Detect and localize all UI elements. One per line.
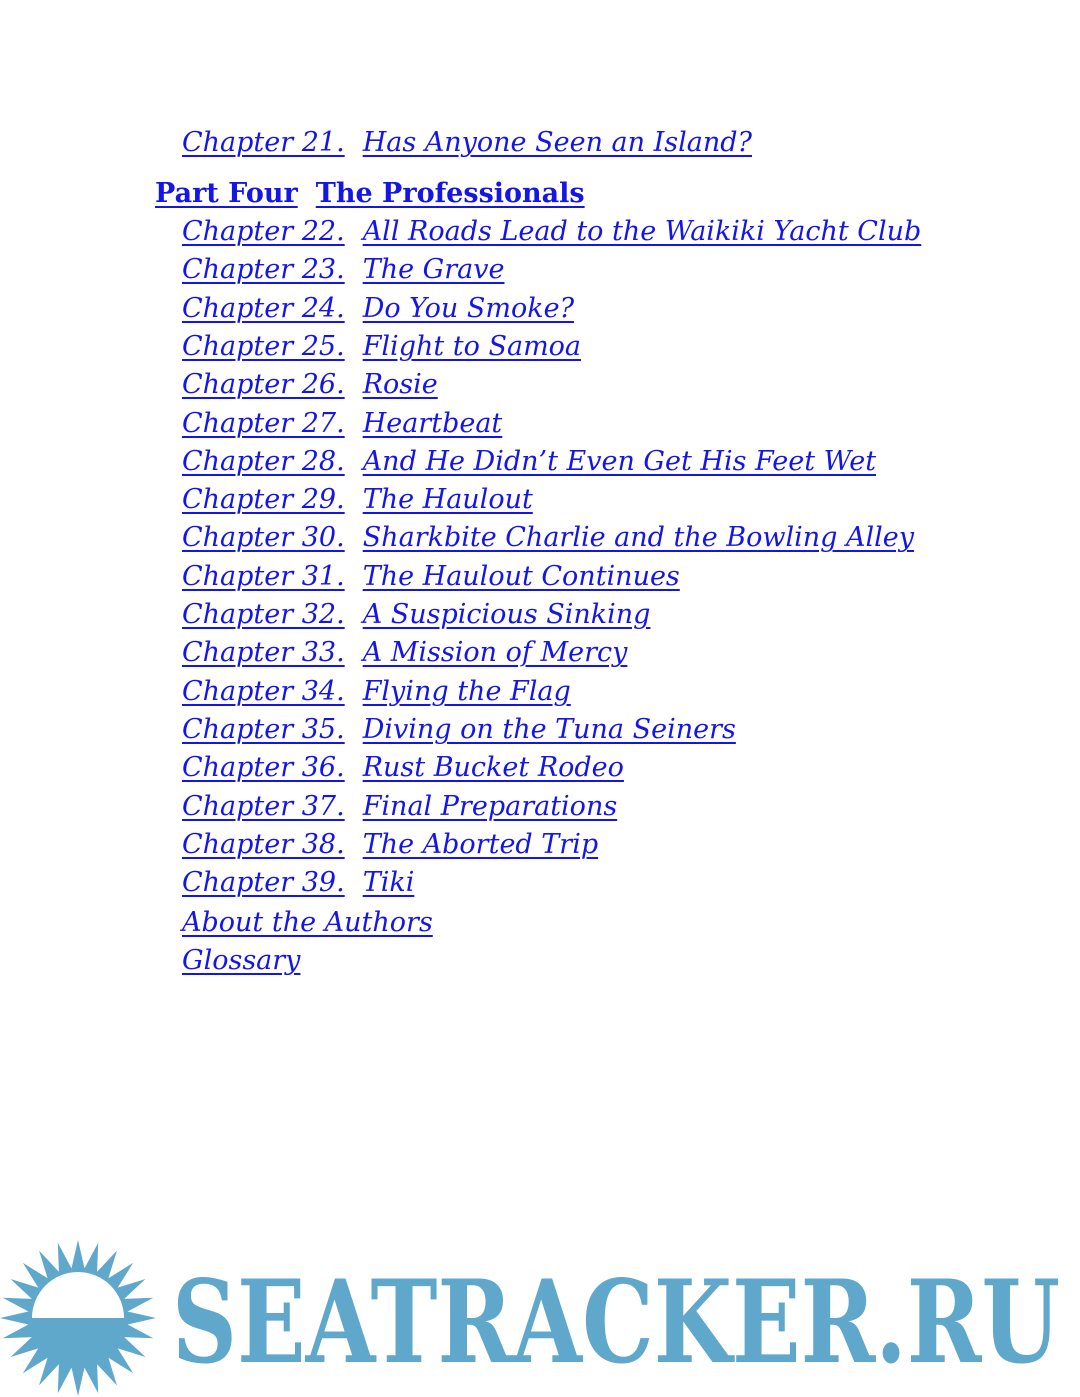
chapter-number: Chapter 28. <box>182 445 345 477</box>
chapter-title: Diving on the Tuna Seiners <box>362 713 736 745</box>
toc-link-chapter[interactable] <box>182 636 627 670</box>
chapter-number: Chapter 34. <box>182 675 345 707</box>
toc-link-part-four[interactable] <box>155 177 585 211</box>
toc-link-chapter-21[interactable] <box>182 126 752 160</box>
toc-link-chapter[interactable] <box>182 215 921 249</box>
chapter-number: Chapter 37. <box>182 790 345 822</box>
chapter-title: Sharkbite Charlie and the Bowling Alley <box>362 522 915 554</box>
chapter-number: Chapter 36. <box>182 752 345 784</box>
toc-link-about-authors[interactable]: About the Authors <box>182 907 433 938</box>
chapter-number: Chapter 26. <box>182 369 345 401</box>
chapter-number: Chapter 38. <box>182 828 345 860</box>
chapter-title: Tiki <box>362 867 415 899</box>
chapter-number: Chapter 24. <box>182 292 345 324</box>
toc-link-chapter[interactable] <box>182 866 414 900</box>
toc-link-chapter[interactable] <box>182 483 533 517</box>
chapter-number: Chapter 39. <box>182 867 345 899</box>
watermark-text: SEATRACKER.RU <box>172 1255 1060 1389</box>
toc-link-chapter[interactable] <box>182 828 598 862</box>
watermark <box>0 1230 1080 1397</box>
toc-link-chapter[interactable] <box>182 330 581 364</box>
chapter-title: Rosie <box>362 369 438 401</box>
toc-link-chapter[interactable] <box>182 598 650 632</box>
toc-link-chapter[interactable] <box>182 790 617 824</box>
chapter-title: And He Didn’t Even Get His Feet Wet <box>362 445 877 477</box>
toc-link-glossary[interactable]: Glossary <box>182 945 301 976</box>
chapter-title: Flight to Samoa <box>362 330 582 362</box>
chapter-number: Chapter 27. <box>182 407 345 439</box>
chapter-title: Final Preparations <box>362 790 618 822</box>
chapter-number: Chapter 32. <box>182 599 345 630</box>
chapter-number: Chapter 21. <box>182 127 345 158</box>
chapter-number: Chapter 35. <box>182 713 345 745</box>
chapter-title: The Grave <box>362 254 505 286</box>
sun-logo-icon <box>0 1240 156 1396</box>
part-number: Part Four <box>155 178 298 209</box>
chapter-title: All Roads Lead to the Waikiki Yacht Club <box>362 216 922 247</box>
toc-link-chapter[interactable] <box>182 521 914 555</box>
chapter-title: A Mission of Mercy <box>362 637 628 669</box>
toc-link-chapter[interactable] <box>182 713 736 747</box>
toc-link-chapter[interactable] <box>182 445 876 479</box>
chapter-number: Chapter 25. <box>182 330 345 362</box>
chapter-number: Chapter 30. <box>182 522 345 554</box>
toc-link-chapter[interactable] <box>182 407 502 441</box>
chapter-number: Chapter 29. <box>182 484 345 516</box>
chapter-number: Chapter 33. <box>182 637 345 669</box>
chapter-title: Flying the Flag <box>362 675 571 707</box>
toc-link-chapter[interactable] <box>182 253 504 287</box>
chapter-title: The Aborted Trip <box>362 828 599 860</box>
chapter-title: A Suspicious Sinking <box>362 599 651 630</box>
toc-link-chapter[interactable] <box>182 751 624 785</box>
chapter-title: Has Anyone Seen an Island? <box>362 127 753 158</box>
toc-link-chapter[interactable] <box>182 292 574 326</box>
toc-link-chapter[interactable] <box>182 675 571 709</box>
toc-link-chapter[interactable] <box>182 560 680 594</box>
chapter-number: Chapter 31. <box>182 560 345 592</box>
chapter-number: Chapter 23. <box>182 254 345 286</box>
chapter-number: Chapter 22. <box>182 216 345 247</box>
toc-link-chapter[interactable] <box>182 368 438 402</box>
part-title: The Professionals <box>315 178 585 209</box>
chapter-title: Heartbeat <box>362 407 503 439</box>
chapter-title: Rust Bucket Rodeo <box>362 752 624 784</box>
chapter-title: Do You Smoke? <box>362 292 575 324</box>
chapter-title: The Haulout <box>362 484 533 516</box>
chapter-title: The Haulout Continues <box>362 560 680 592</box>
